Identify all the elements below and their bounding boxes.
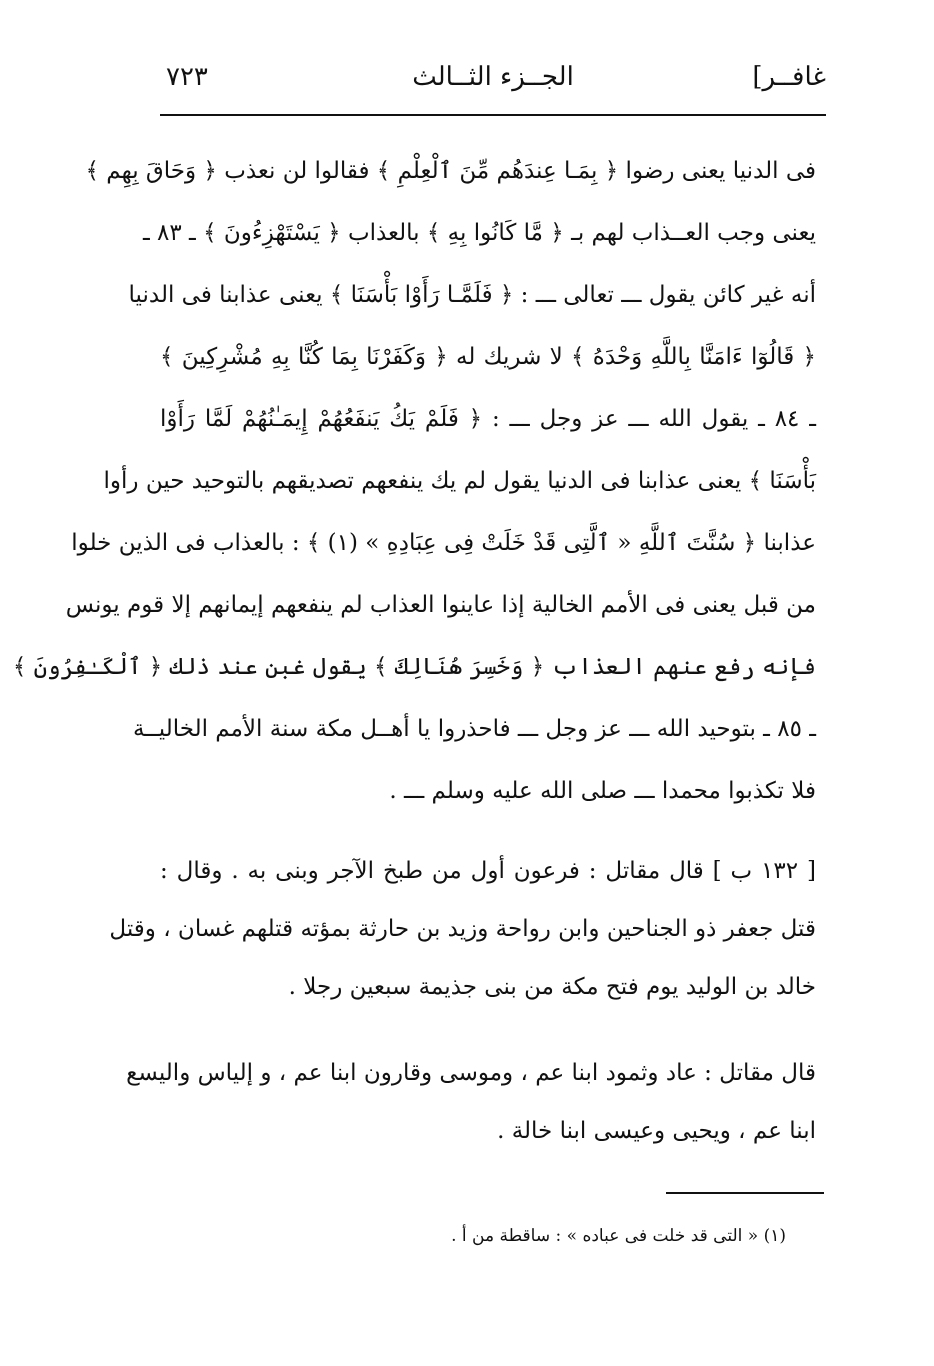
text-line: فلا تكذبوا محمدا ـــ صلى الله عليه وسلم ـــ . <box>389 778 816 804</box>
part-title: الجــزء الثــالث <box>412 62 574 92</box>
surah-title: غافــر] <box>752 62 826 92</box>
text-line: بَأْسَنَا ﴾ يعنى عذابنا فى الدنيا يقول لم يك ينفعهم تصديقهم بالتوحيد حين رأوا <box>103 468 816 494</box>
text-line: عذابنا ﴿ سُنَّتَ ٱللَّهِ « ٱلَّتِى قَدْ خَلَتْ فِى عِبَادِهِ » (١) ﴾ : بالعذاب فى الذين خلوا <box>71 530 816 556</box>
text-line: قتل جعفر ذو الجناحين وابن رواحة وزيد بن حارثة بمؤته قتلهم غسان ، وقتل <box>109 916 816 942</box>
footnote-separator <box>666 1192 824 1194</box>
text-line: خالد بن الوليد يوم فتح مكة من بنى جذيمة سبعين رجلا . <box>288 974 816 1000</box>
text-line: ـ ٨٥ ـ بتوحيد الله ـــ عز وجل ـــ فاحذروا يا أهــل مكة سنة الأمم الخاليــة <box>132 716 816 742</box>
text-line: من قبل يعنى فى الأمم الخالية إذا عاينوا العذاب لم ينفعهم إيمانهم إلا قوم يونس <box>65 592 816 618</box>
text-line: فإنه رفع عنهم العذاب ﴿ وَخَسِرَ هُنَالِكَ ﴾ يقول غبن عند ذلك ﴿ ٱلْكَـٰفِرُونَ ﴾ <box>12 654 816 680</box>
second-paragraph <box>109 842 816 1016</box>
text-line: أنه غير كائن يقول ـــ تعالى ـــ : ﴿ فَلَمَّـا رَأَوْا بَأْسَنَا ﴾ يعنى عذابنا فى الدنيا <box>128 282 816 308</box>
text-line: ابنا عم ، ويحيى وعيسى ابنا خالة . <box>497 1118 816 1144</box>
text-line: [ ١٣٢ ب ] قال مقاتل : فرعون أول من طبخ الآجر وبنى به . وقال : <box>160 858 816 884</box>
text-line: ﴿ قَالُوٓا ءَامَنَّا بِاللَّهِ وَحْدَهُ ﴾ لا شريك له ﴿ وَكَفَرْنَا بِمَا كُنَّا بِهِ مُشْرِكِينَ ﴾ <box>160 344 816 370</box>
text-line: يعنى وجب العــذاب لهم بـ ﴿ مَّا كَانُوا بِهِ ﴾ بالعذاب ﴿ يَسْتَهْزِءُونَ ﴾ ـ ٨٣ ـ <box>142 220 816 246</box>
page-number: ٧٢٣ <box>166 62 208 92</box>
header-rule <box>160 114 826 116</box>
page-header <box>160 56 826 102</box>
third-paragraph <box>126 1044 816 1160</box>
main-paragraph <box>12 140 816 822</box>
footnote: (١) « التى قد خلت فى عباده » : ساقطة من أ . <box>451 1226 786 1246</box>
text-line: قال مقاتل : عاد وثمود ابنا عم ، وموسى وقارون ابنا عم ، و إلياس واليسع <box>126 1060 816 1086</box>
text-line: ـ ٨٤ ـ يقول الله ـــ عز وجل ـــ : ﴿ فَلَمْ يَكُ يَنفَعُهُمْ إِيمَـٰنُهُمْ لَمَّا رَأَوْا <box>160 406 816 432</box>
text-line: فى الدنيا يعنى رضوا ﴿ بِمَـا عِندَهُم مِّنَ ٱلْعِلْمِ ﴾ فقالوا لن نعذب ﴿ وَحَاقَ بِهِم ﴾ <box>85 158 816 184</box>
